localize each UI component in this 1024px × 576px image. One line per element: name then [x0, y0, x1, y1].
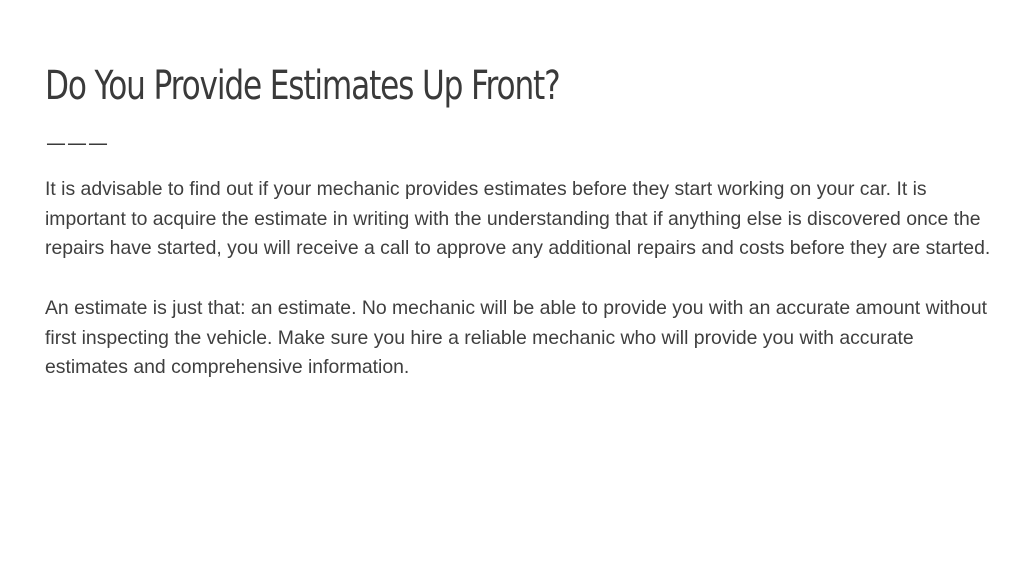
- body-paragraph-1: It is advisable to find out if your mechanic provides estimates before they start working on your car. It is important to acquire the estimate in writing with the understanding that if anything else is discovered once the repairs have started, you will receive a call to approve any additional repairs and costs before they are started.: [45, 178, 991, 260]
- body-paragraph-2: An estimate is just that: an estimate. No mechanic will be able to provide you with an accurate amount without first inspecting the vehicle. Make sure you hire a reliable mechanic who will provide you with accurate estimates and comprehensive information.: [45, 296, 988, 379]
- slide-title: Do You Provide Estimates Up Front?: [45, 63, 560, 109]
- slide-body: [45, 175, 995, 413]
- title-divider: ———: [46, 131, 109, 155]
